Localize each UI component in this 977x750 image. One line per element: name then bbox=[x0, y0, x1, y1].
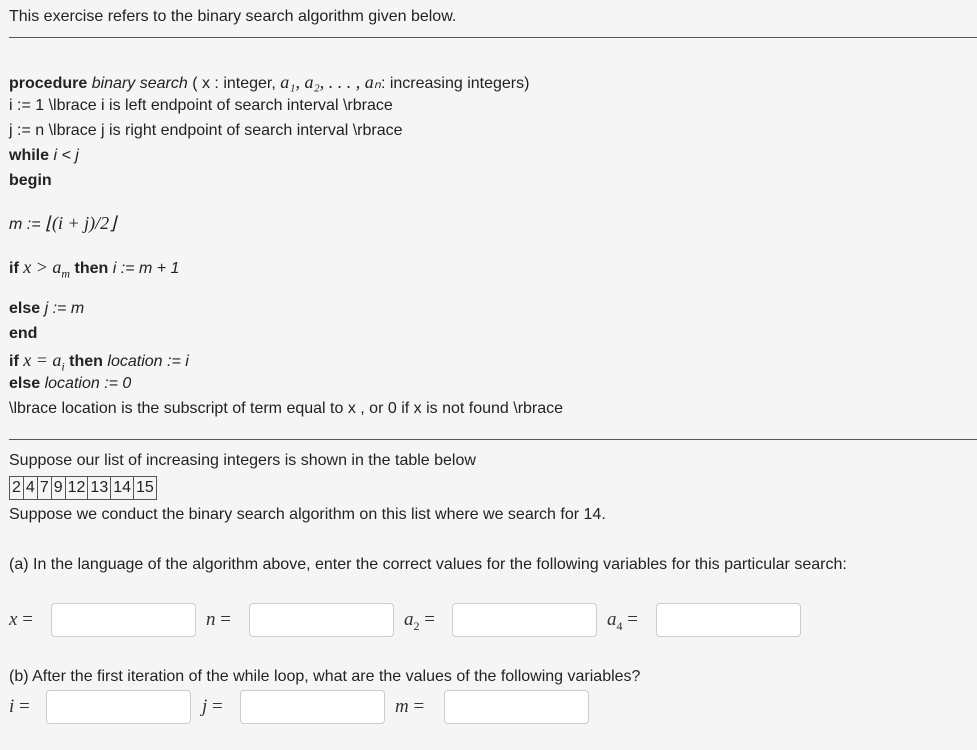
x-input[interactable] bbox=[51, 603, 196, 637]
list-intro: Suppose our list of increasing integers is shown in the table below bbox=[9, 452, 476, 469]
if2-keyword: if bbox=[9, 353, 19, 370]
else2-statement: location := 0 bbox=[44, 375, 132, 392]
exercise-intro: This exercise refers to the binary search algorithm given below. bbox=[9, 8, 457, 25]
then-keyword: then bbox=[74, 260, 109, 277]
procedure-name: binary search bbox=[91, 75, 188, 92]
list-cell: 7 bbox=[37, 477, 51, 500]
list-cell: 9 bbox=[51, 477, 65, 500]
label-m: m = bbox=[395, 696, 425, 717]
n-input[interactable] bbox=[249, 603, 394, 637]
list-cell: 13 bbox=[88, 477, 111, 500]
a2-input[interactable] bbox=[452, 603, 597, 637]
label-a2: $a_2$ = bbox=[404, 609, 435, 633]
then2-keyword: then bbox=[69, 353, 103, 370]
begin-keyword: begin bbox=[9, 172, 52, 189]
else2-keyword: else bbox=[9, 375, 41, 392]
procedure-line bbox=[9, 72, 529, 93]
m-input[interactable] bbox=[444, 690, 589, 724]
while-line bbox=[9, 147, 79, 165]
i-input[interactable] bbox=[46, 690, 191, 724]
if-line bbox=[9, 257, 179, 282]
divider-top bbox=[9, 37, 977, 38]
else-keyword: else bbox=[9, 300, 41, 317]
then2-statement: location := i bbox=[107, 353, 189, 370]
list-row bbox=[10, 477, 157, 500]
part-a-prompt: (a) In the language of the algorithm above, enter the correct values for the following variables for this particular search: bbox=[9, 556, 847, 573]
midpoint-expression: ⌊(i + j)/2⌋ bbox=[45, 213, 117, 233]
midpoint-line bbox=[9, 213, 116, 234]
else-location-line bbox=[9, 375, 131, 393]
procedure-args-pre: ( x : integer, bbox=[192, 75, 276, 92]
list-cell: 15 bbox=[134, 477, 157, 500]
search-description: Suppose we conduct the binary search algorithm on this list where we search for 14. bbox=[9, 506, 606, 523]
j-input[interactable] bbox=[240, 690, 385, 724]
procedure-sequence: a₁, a₂, . . . , aₙ bbox=[280, 72, 381, 92]
a4-input[interactable] bbox=[656, 603, 801, 637]
procedure-keyword: procedure bbox=[9, 75, 88, 92]
divider-middle bbox=[9, 439, 977, 440]
end-keyword: end bbox=[9, 325, 38, 342]
while-condition: i < j bbox=[53, 147, 79, 164]
if-condition: $x > a_m$ bbox=[23, 257, 71, 281]
if-location-line bbox=[9, 350, 189, 375]
list-cell: 4 bbox=[23, 477, 37, 500]
list-cell: 14 bbox=[111, 477, 134, 500]
m-assign: m := bbox=[9, 216, 41, 233]
list-cell: 12 bbox=[65, 477, 88, 500]
then-statement: i := m + 1 bbox=[112, 260, 180, 277]
list-cell: 2 bbox=[10, 477, 24, 500]
label-i: i = bbox=[9, 696, 30, 717]
label-j: j = bbox=[202, 696, 223, 717]
procedure-args-post: : increasing integers) bbox=[380, 75, 530, 92]
init-i-line: i := 1 \lbrace i is left endpoint of search interval \rbrace bbox=[9, 97, 393, 114]
init-j-line: j := n \lbrace j is right endpoint of search interval \rbrace bbox=[9, 122, 403, 139]
else-line bbox=[9, 300, 84, 318]
label-x: x = bbox=[9, 609, 33, 630]
location-comment: \lbrace location is the subscript of term equal to x , or 0 if x is not found \rbrace bbox=[9, 400, 564, 417]
if-keyword: if bbox=[9, 260, 19, 277]
label-a4: $a_4$ = bbox=[607, 609, 638, 633]
integer-list-table bbox=[9, 476, 157, 500]
while-keyword: while bbox=[9, 147, 50, 164]
else-statement: j := m bbox=[44, 300, 85, 317]
part-b-prompt: (b) After the first iteration of the while loop, what are the values of the following variables? bbox=[9, 668, 641, 685]
if2-condition: $x = a_i$ bbox=[23, 350, 65, 374]
label-n: n = bbox=[206, 609, 231, 630]
